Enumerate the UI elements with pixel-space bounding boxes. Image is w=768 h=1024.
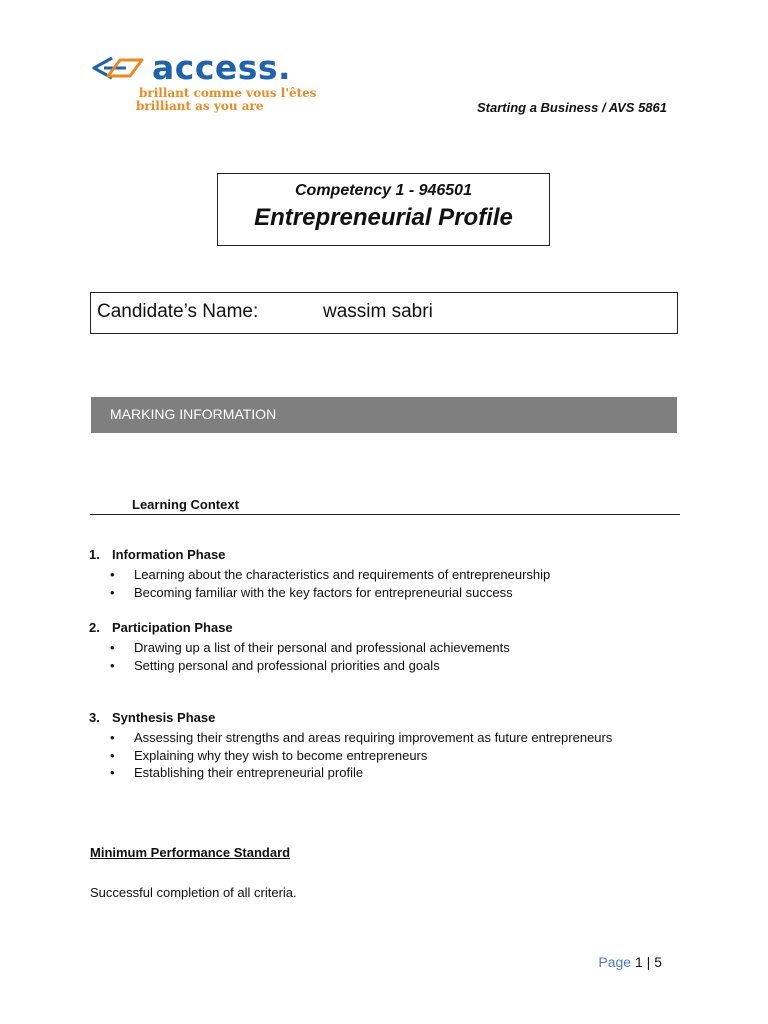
course-reference: Starting a Business / AVS 5861	[476, 100, 667, 115]
logo-wordmark: access.	[152, 48, 292, 87]
min-performance-text: Successful completion of all criteria.	[90, 885, 297, 900]
access-logo	[90, 48, 330, 118]
phase-participation	[89, 620, 510, 674]
bullet-dot-icon: •	[110, 640, 115, 655]
bullet-dot-icon: •	[110, 584, 115, 600]
candidate-box	[90, 292, 678, 334]
list-item	[89, 584, 550, 602]
phase-title: Synthesis Phase	[112, 710, 216, 725]
list-item	[89, 639, 510, 657]
list-item	[89, 747, 612, 765]
double-chevron-arrow-icon	[90, 56, 148, 80]
phase-information	[89, 547, 550, 601]
bullet-dot-icon: •	[110, 567, 115, 582]
learning-context-heading: Learning Context	[132, 497, 239, 512]
bullet-dot-icon: •	[110, 730, 115, 745]
divider	[90, 514, 680, 515]
competency-code: Competency 1 - 946501	[295, 182, 472, 199]
bullet-dot-icon: •	[110, 657, 115, 673]
list-item-text: Setting personal and professional priorities and goals	[134, 657, 440, 673]
page-total: 5	[654, 954, 662, 970]
candidate-name: wassim sabri	[323, 301, 433, 322]
phase-bullet-list	[89, 729, 612, 782]
min-performance-heading: Minimum Performance Standard	[90, 845, 291, 860]
candidate-label: Candidate’s Name:	[97, 301, 259, 322]
list-item	[89, 657, 510, 675]
list-item	[89, 729, 612, 747]
list-item-text: Learning about the characteristics and requirements of entrepreneurship	[134, 567, 551, 582]
page-separator: |	[646, 954, 651, 970]
list-item-text: Becoming familiar with the key factors for entrepreneurial success	[134, 584, 513, 600]
list-item	[89, 566, 550, 584]
phase-number: 1.	[89, 547, 100, 562]
list-item-text: Explaining why they wish to become entrepreneurs	[134, 747, 428, 763]
phase-title: Information Phase	[112, 547, 226, 562]
logo-tagline-en: brilliant as you are	[136, 99, 264, 113]
bullet-dot-icon: •	[110, 765, 115, 780]
list-item-text: Establishing their entrepreneurial profile	[134, 765, 364, 780]
list-item-text: Drawing up a list of their personal and professional achievements	[134, 640, 510, 655]
competency-title: Entrepreneurial Profile	[254, 204, 513, 231]
page-current: 1	[634, 954, 643, 970]
logo-tagline-fr: brillant comme vous l'êtes	[139, 86, 317, 100]
bullet-dot-icon: •	[110, 747, 115, 763]
phase-bullet-list	[89, 566, 550, 601]
marking-information-bar: MARKING INFORMATION	[91, 397, 677, 433]
page-number	[598, 954, 662, 970]
list-item	[89, 764, 612, 782]
phase-number: 2.	[89, 620, 100, 635]
list-item-text: Assessing their strengths and areas requiring improvement as future entrepreneurs	[134, 730, 613, 745]
competency-box	[217, 173, 550, 246]
phase-bullet-list	[89, 639, 510, 674]
phase-number: 3.	[89, 710, 100, 725]
phase-synthesis	[89, 710, 612, 782]
page-label: Page	[598, 954, 632, 970]
phase-title: Participation Phase	[112, 620, 233, 635]
